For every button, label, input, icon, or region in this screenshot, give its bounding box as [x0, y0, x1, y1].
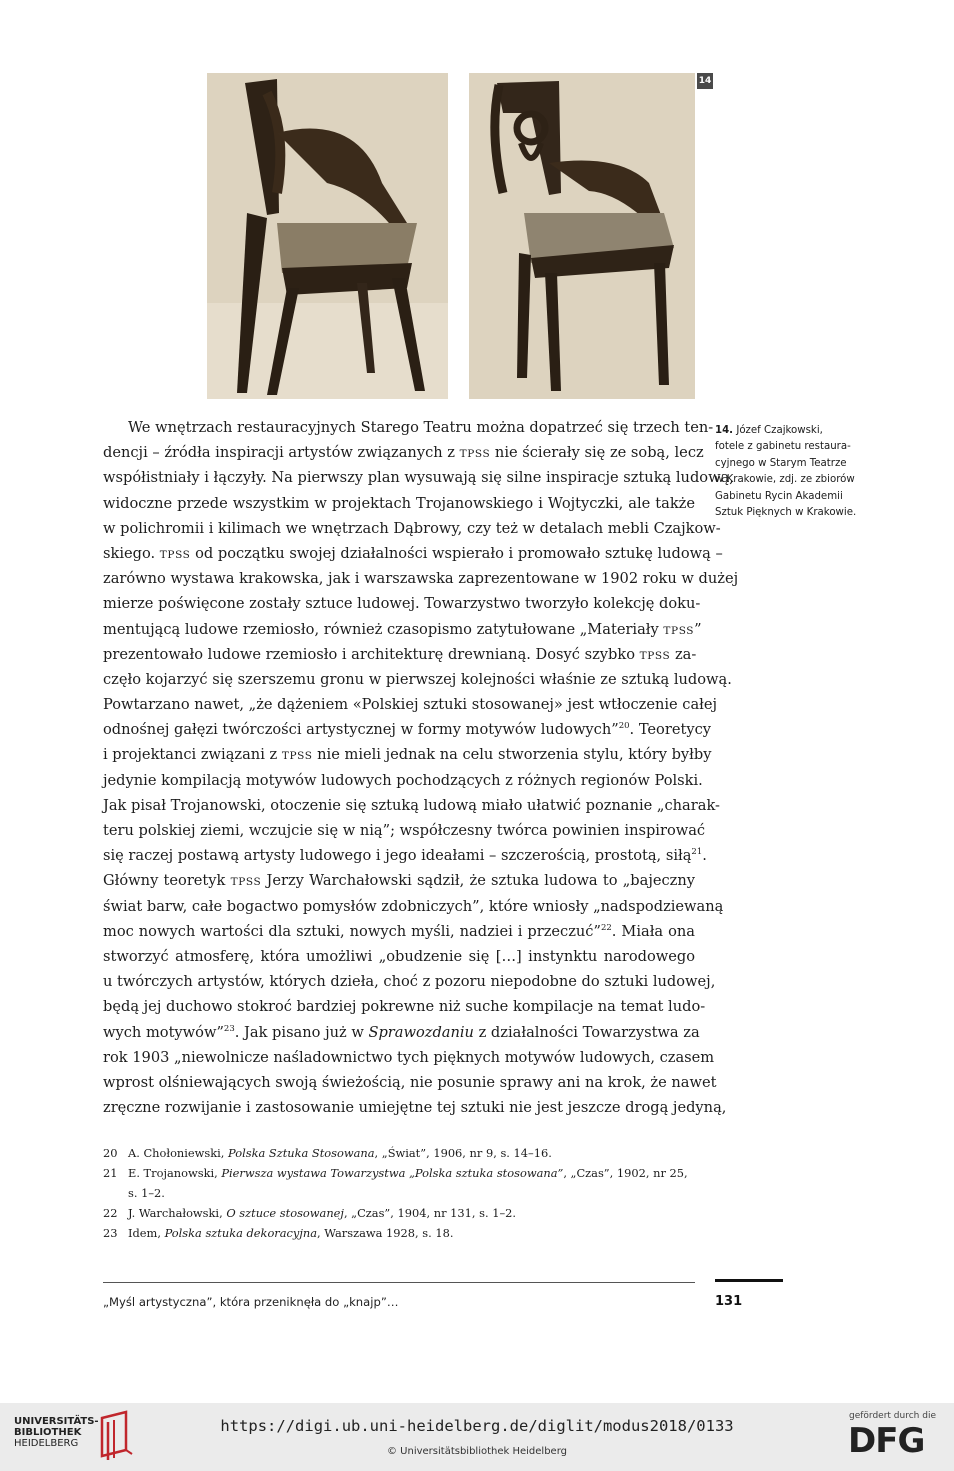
body-line: widoczne przede wszystkim w projektach Trojanowskiego i Wojtyczki, ale także	[103, 494, 695, 512]
body-line: w polichromii i kilimach we wnętrzach Dąbrowy, czy też w detalach mebli Czajkow-	[103, 519, 721, 537]
body-line: wych motywów”$^{23}$. Jak pisano już w Sprawozdaniu z działalności Towarzystwa za	[103, 1023, 700, 1041]
abbr-tpss: TPSS	[459, 448, 491, 461]
caption-line: w Krakowie, zdj. ze zbiorów	[715, 474, 855, 486]
abbr-tpss: TPSS	[230, 876, 262, 889]
body-line: wprost olśniewających swoją świeżością, nie posunie sprawy ani na krok, że nawet	[103, 1073, 717, 1091]
body-line: będą jej duchowo stokroć bardziej pokrewne niż suche kompilacje na temat ludo-	[103, 998, 706, 1016]
body-line: stworzyć atmosferę, która umożliwi „obudzenie się […] instynktu narodowego	[103, 947, 695, 965]
body-line: współistniały i łączyły. Na pierwszy plan wysuwają się silne inspiracje sztuką ludową,	[103, 469, 734, 487]
library-footer-bar	[0, 1403, 954, 1471]
body-line: teru polskiej ziemi, wczujcie się w nią”; współczesny twórca powinien inspirować	[103, 822, 706, 839]
running-head: „Myśl artystyczna”, która przeniknęła do „knajp”…	[103, 1295, 399, 1309]
body-line: rok 1903 „niewolnicze naśladownictwo tych pięknych motywów ludowych, czasem	[103, 1048, 715, 1066]
chair-photo-right	[469, 73, 695, 399]
body-line: We wnętrzach restauracyjnych Starego Teatru można dopatrzeć się trzech ten-	[128, 419, 714, 436]
body-line: Główny teoretyk TPSS Jerzy Warchałowski sądził, że sztuka ludowa to „bajeczny	[103, 872, 695, 890]
footnote-ref: 22	[600, 922, 612, 933]
body-line: prezentowało ludowe rzemiosło i architekturę drewnianą. Dosyć szybko TPSS za-	[103, 645, 697, 663]
body-line: jedynie kompilacją motywów ludowych pochodzących z różnych regionów Polski.	[103, 771, 703, 789]
body-line: skiego. TPSS od początku swojej działalności wspierało i promowało sztukę ludową –	[103, 544, 723, 562]
figure-number-badge: 14	[697, 73, 713, 89]
body-line: świat barw, całe bogactwo pomysłów zdobniczych”, które wniosły „nadspodziewaną	[103, 897, 724, 915]
abbr-tpss: TPSS	[281, 750, 313, 763]
caption-line: fotele z gabinetu restaura-	[715, 441, 851, 453]
copyright-notice: © Universitätsbibliothek Heidelberg	[386, 1446, 567, 1457]
body-line: i projektanci związani z TPSS nie mieli jednak na celu stworzenia stylu, który byłby	[103, 746, 712, 764]
figure-caption	[715, 423, 890, 521]
body-line: moc nowych wartości dla sztuki, nowych myśli, nadziei i przeczuć”$^{22}$. Miała ona	[103, 922, 695, 940]
dfg-logo[interactable]: DFG	[848, 1421, 925, 1461]
body-line: zarówno wystawa krakowska, jak i warszawska zaprezentowane w 1902 roku w dużej	[103, 570, 739, 588]
abbr-tpss: TPSS	[639, 649, 671, 662]
body-line: zręczne rozwijanie i zastosowanie umiejętne tej sztuki nie jest jeszcze drogą jedyną,	[103, 1099, 727, 1117]
body-line: u twórczych artystów, których dzieła, choć z pozoru niepodobne do sztuki ludowej,	[103, 973, 716, 991]
footer-rule	[103, 1282, 695, 1283]
footnote: 22 J. Warchałowski, O sztuce stosowanej, „Czas”, 1904, nr 131, s. 1–2.	[103, 1206, 517, 1220]
caption-line: Gabinetu Rycin Akademii	[715, 490, 843, 502]
funder-label: gefördert durch die	[849, 1411, 936, 1421]
body-line: odnośnej gałęzi twórczości artystycznej w formy motywów ludowych”$^{20}$. Teoretycy	[103, 721, 711, 739]
page-number: 131	[715, 1294, 743, 1309]
body-line: mierze poświęcone zostały sztuce ludowej. Towarzystwo tworzyło kolekcję doku-	[103, 595, 701, 613]
body-line: mentującą ludowe rzemiosło, również czasopismo zatytułowane „Materiały TPSS”	[103, 620, 702, 638]
body-line: Powtarzano nawet, „że dążeniem «Polskiej sztuki stosowanej» jest wtłoczenie całej	[103, 696, 718, 714]
footnote: 21 E. Trojanowski, Pierwsza wystawa Towarzystwa „Polska sztuka stosowana”, „Czas”, 1902, nr 25, s. 1–2.	[103, 1166, 688, 1200]
library-logo-text[interactable]: UNIVERSITÄTS- BIBLIOTHEK HEIDELBERG	[14, 1416, 99, 1449]
footnote: 23 Idem, Polska sztuka dekoracyjna, Warszawa 1928, s. 18.	[103, 1226, 454, 1240]
body-line: się raczej postawą artysty ludowego i jego ideałami – szczerością, prostotą, siłą$^{21}$.	[103, 847, 707, 865]
permalink-url[interactable]: https://digi.ub.uni-heidelberg.de/diglit/modus2018/0133	[220, 1417, 734, 1435]
abbr-tpss: TPSS	[159, 548, 191, 561]
caption-line: Józef Czajkowski,	[736, 425, 823, 436]
page-number-rule	[715, 1279, 783, 1282]
caption-line: cyjnego w Starym Teatrze	[715, 457, 847, 469]
italic-title: Sprawozdaniu	[368, 1023, 474, 1041]
body-line: dencji – źródła inspiracji artystów związanych z TPSS nie ścierały się ze sobą, lecz	[103, 444, 704, 462]
footnotes	[103, 1143, 698, 1243]
caption-number: 14.	[715, 425, 734, 436]
footnote-ref: 20	[618, 721, 630, 732]
footnote-ref: 21	[691, 847, 703, 858]
footnote: 20 A. Chołoniewski, Polska Sztuka Stosowana, „Świat”, 1906, nr 9, s. 14–16.	[103, 1146, 552, 1160]
footnote-ref: 23	[223, 1023, 235, 1034]
body-line: częło kojarzyć się szerszemu gronu w pierwszej kolejności właśnie ze sztuką ludową.	[103, 670, 732, 688]
caption-line: Sztuk Pięknych w Krakowie.	[715, 507, 857, 519]
abbr-tpss: TPSS	[663, 624, 695, 637]
chair-photo-left	[207, 73, 448, 399]
body-line: Jak pisał Trojanowski, otoczenie się sztuką ludową miało ułatwić poznanie „charak-	[103, 796, 720, 814]
